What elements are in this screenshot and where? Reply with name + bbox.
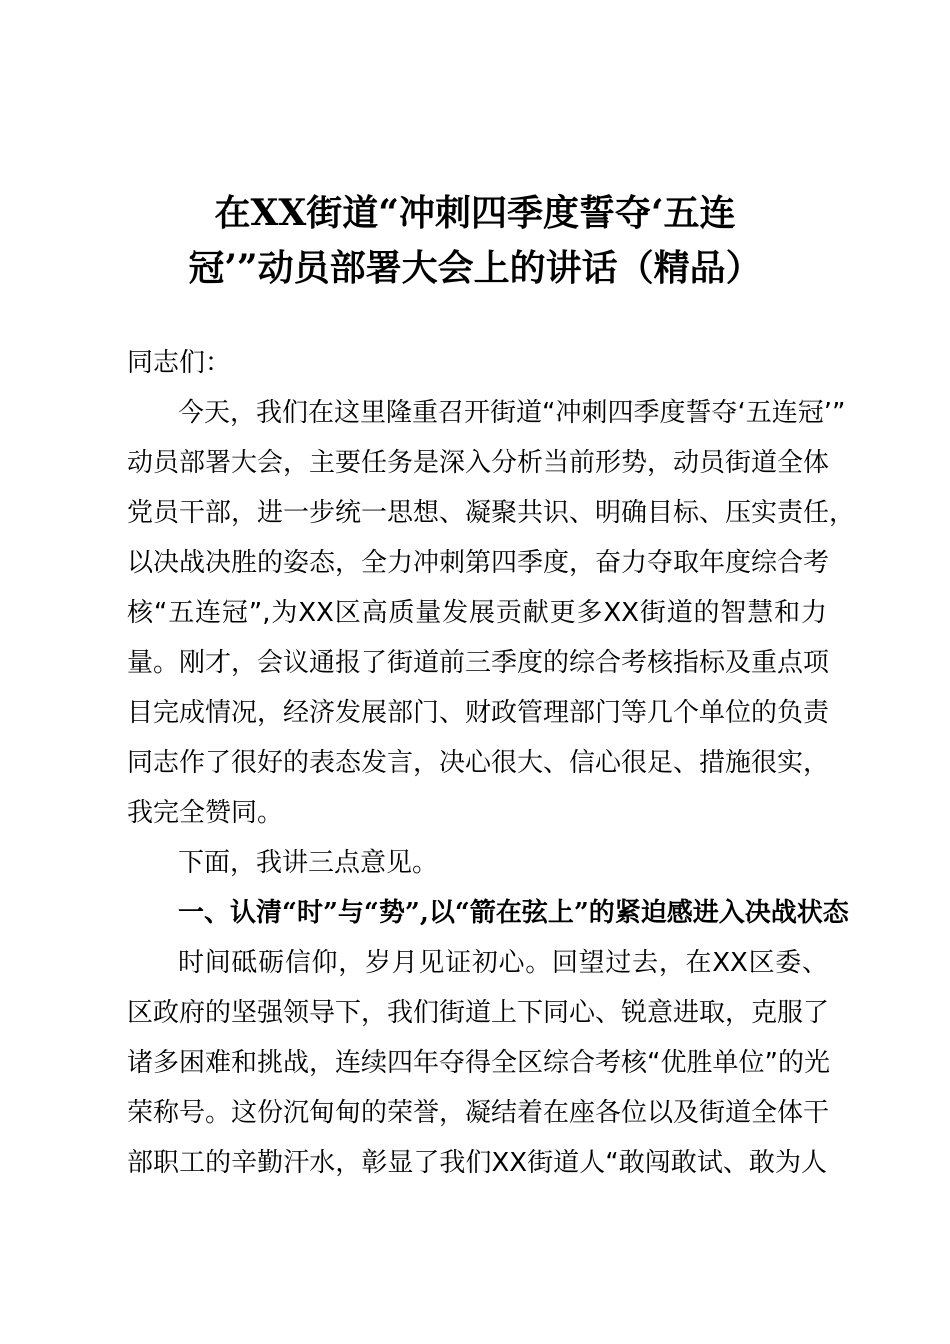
paragraph-line: 下面，我讲三点意见。	[178, 848, 439, 878]
paragraph-line: 时间砥砺信仰，岁月见证初心。回望过去，在XX区委、	[178, 948, 828, 978]
document-title-line-1: 在XX街道“冲刺四季度誓夺‘五连	[214, 192, 736, 234]
paragraph-line: 以决战决胜的姿态，全力冲刺第四季度，奋力夺取年度综合考	[127, 548, 830, 578]
paragraph-line: 区政府的坚强领导下，我们街道上下同心、锐意进取，克服了	[127, 998, 830, 1028]
paragraph-line: 动员部署大会，主要任务是深入分析当前形势，动员街道全体	[127, 448, 830, 478]
paragraph-line: 我完全赞同。	[127, 798, 284, 828]
paragraph-line: 党员干部，进一步统一思想、凝聚共识、明确目标、压实责任，	[127, 498, 856, 528]
salutation: 同志们：	[127, 348, 232, 378]
paragraph-line: 核“五连冠”,为XX区高质量发展贡献更多XX街道的智慧和力	[127, 598, 827, 628]
document-title-line-2: 冠’”动员部署大会上的讲话（精品）	[188, 247, 762, 289]
paragraph-line: 部职工的辛勤汗水，彰显了我们XX街道人“敢闯敢试、敢为人	[127, 1148, 827, 1178]
paragraph-line: 目完成情况，经济发展部门、财政管理部门等几个单位的负责	[127, 698, 830, 728]
paragraph-line: 量。刚才，会议通报了街道前三季度的综合考核指标及重点项	[127, 648, 830, 678]
paragraph-line: 荣称号。这份沉甸甸的荣誉，凝结着在座各位以及街道全体干	[127, 1098, 830, 1128]
paragraph-line: 今天，我们在这里隆重召开街道“冲刺四季度誓夺‘五连冠’”	[178, 398, 846, 428]
paragraph-line: 诸多困难和挑战，连续四年夺得全区综合考核“优胜单位”的光	[127, 1048, 830, 1078]
paragraph-line: 同志作了很好的表态发言，决心很大、信心很足、措施很实，	[127, 748, 830, 778]
section-heading: 一、认清“时”与“势”,以“箭在弦上”的紧迫感进入决战状态	[178, 898, 849, 928]
